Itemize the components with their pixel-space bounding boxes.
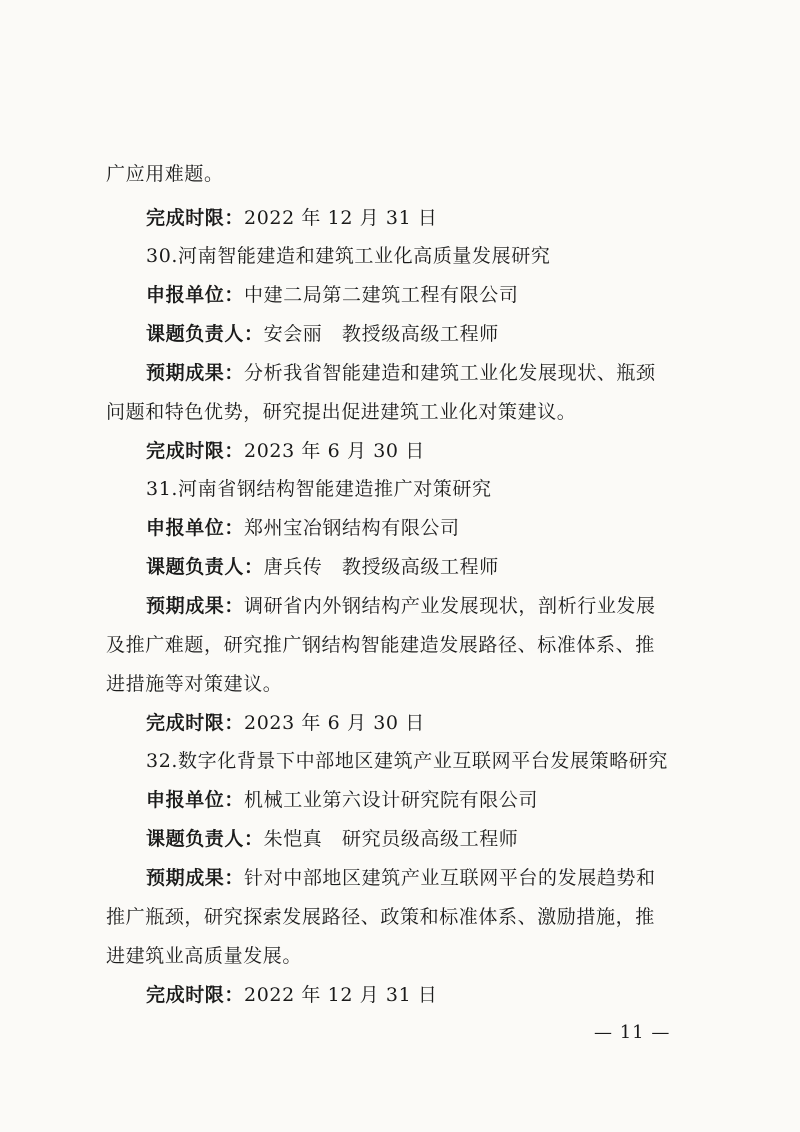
deadline-value: 2023 年 6 月 30 日 [244,440,425,462]
applicant-line [146,281,518,309]
leader-label: 课题负责人： [146,323,264,345]
applicant-label: 申报单位： [146,789,245,811]
expected-results-label: 预期成果： [146,362,245,384]
expected-results-continuation: 进措施等对策建议。 [106,673,283,695]
expected-results-value: 分析我省智能建造和建筑工业化发展现状、瓶颈 [244,362,656,384]
applicant-line [146,514,460,542]
deadline-line [146,981,438,1009]
page-number: — 11 — [594,1022,671,1043]
topic-title-32: 32.数字化背景下中部地区建筑产业互联网平台发展策略研究 [146,750,669,772]
deadline-label: 完成时限： [146,712,245,734]
topic-title-30: 30.河南智能建造和建筑工业化高质量发展研究 [146,245,551,267]
deadline-label: 完成时限： [146,440,245,462]
applicant-value: 郑州宝冶钢结构有限公司 [244,517,460,539]
expected-results-line [146,864,656,892]
deadline-line [146,709,425,737]
deadline-label: 完成时限： [146,207,245,229]
deadline-value: 2023 年 6 月 30 日 [244,712,425,734]
leader-value: 唐兵传 教授级高级工程师 [263,556,499,578]
leader-line [146,553,499,581]
expected-results-label: 预期成果： [146,867,245,889]
topic-title-31: 31.河南省钢结构智能建造推广对策研究 [146,478,492,500]
deadline-line [146,437,425,465]
deadline-label: 完成时限： [146,984,245,1006]
paragraph-continuation: 广应用难题。 [106,163,224,185]
deadline-line [146,204,438,232]
expected-results-value: 针对中部地区建筑产业互联网平台的发展趋势和 [244,867,656,889]
expected-results-continuation: 问题和特色优势，研究提出促进建筑工业化对策建议。 [106,401,577,423]
expected-results-continuation: 推广瓶颈，研究探索发展路径、政策和标准体系、激励措施，推 [106,906,655,928]
leader-label: 课题负责人： [146,828,264,850]
expected-results-label: 预期成果： [146,595,245,617]
applicant-label: 申报单位： [146,517,245,539]
deadline-value: 2022 年 12 月 31 日 [244,984,438,1006]
leader-line [146,825,518,853]
expected-results-line [146,359,656,387]
expected-results-value: 调研省内外钢结构产业发展现状，剖析行业发展 [244,595,656,617]
expected-results-continuation: 及推广难题，研究推广钢结构智能建造发展路径、标准体系、推 [106,634,655,656]
leader-label: 课题负责人： [146,556,264,578]
applicant-value: 中建二局第二建筑工程有限公司 [244,284,519,306]
expected-results-line [146,592,656,620]
leader-value: 安会丽 教授级高级工程师 [263,323,499,345]
deadline-value: 2022 年 12 月 31 日 [244,207,438,229]
leader-line [146,320,499,348]
applicant-value: 机械工业第六设计研究院有限公司 [244,789,539,811]
leader-value: 朱恺真 研究员级高级工程师 [263,828,519,850]
applicant-line [146,786,538,814]
expected-results-continuation: 进建筑业高质量发展。 [106,945,303,967]
applicant-label: 申报单位： [146,284,245,306]
